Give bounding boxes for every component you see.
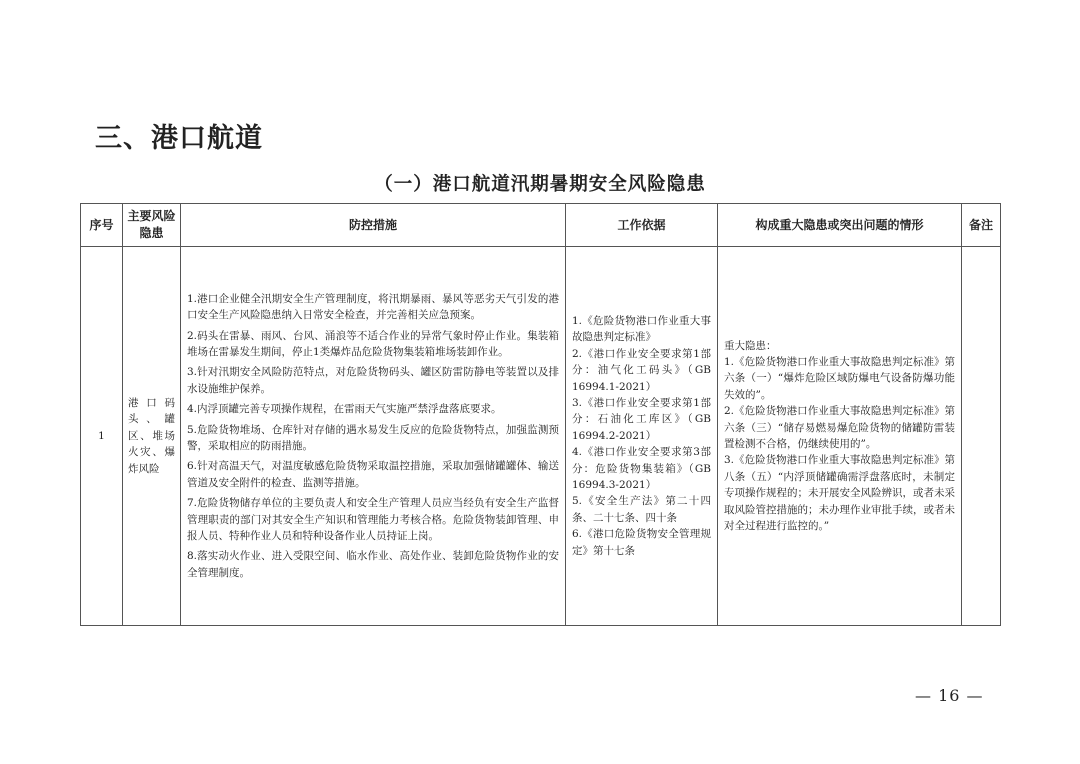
measure-item: 4.内浮顶罐完善专项操作规程，在雷雨天气实施严禁浮盘落底要求。 (187, 403, 502, 416)
hazard-item: 重大隐患： (724, 339, 777, 352)
header-no: 序号 (81, 204, 123, 247)
measure-item: 8.落实动火作业、进入受限空间、临水作业、高处作业、装卸危险货物作业的安全管理制度。 (187, 550, 559, 579)
header-basis: 工作依据 (566, 204, 718, 247)
cell-risk: 港口码头、罐区、堆场火灾、爆炸风险 (123, 247, 181, 626)
header-measures: 防控措施 (181, 204, 566, 247)
hazard-item: 3.《危险货物港口作业重大事故隐患判定标准》第八条（五）“内浮顶储罐确需浮盘落底时，未制定专项操作规程的；未开展安全风险辨识，或者未采取风险管控措施的；未办理作业审批手续，或者未对全过程进行监控的。” (724, 454, 955, 533)
basis-item: 2.《港口作业安全要求第1部分：油气化工码头》（GB 16994.1-2021） (572, 347, 711, 393)
measure-item: 5.危险货物堆场、仓库针对存储的遇水易发生反应的危险货物特点，加强监测预警，采取相应的防雨措施。 (187, 423, 559, 452)
page-number: — 16 — (915, 686, 984, 705)
basis-item: 4.《港口作业安全要求第3部分：危险货物集装箱》（GB 16994.3-2021） (572, 446, 711, 492)
hazard-item: 1.《危险货物港口作业重大事故隐患判定标准》第六条（一）“爆炸危险区域防爆电气设备防爆功能失效的”。 (724, 355, 955, 401)
table-row (81, 247, 1001, 626)
table-header-row (81, 204, 1001, 247)
table-title: （一）港口航道汛期暑期安全风险隐患 (374, 174, 706, 195)
cell-basis (566, 247, 718, 626)
header-risk: 主要风险隐患 (123, 204, 181, 247)
measure-item: 2.码头在雷暴、雨风、台风、涌浪等不适合作业的异常气象时停止作业。集装箱堆场在雷暴发生期间，停止1类爆炸品危险货物集装箱堆场装卸作业。 (187, 329, 559, 358)
basis-item: 1.《危险货物港口作业重大事故隐患判定标准》 (572, 314, 711, 344)
cell-no: 1 (81, 247, 123, 626)
cell-hazard (718, 247, 962, 626)
measure-item: 1.港口企业健全汛期安全生产管理制度，将汛期暴雨、暴风等恶劣天气引发的港口安全生产风险隐患纳入日常安全检查，并完善相关应急预案。 (187, 292, 559, 322)
hazard-item: 2.《危险货物港口作业重大事故隐患判定标准》第六条（三）“储存易燃易爆危险货物的储罐防雷装置检测不合格，仍继续使用的”。 (724, 405, 955, 450)
basis-item: 3.《港口作业安全要求第1部分：石油化工库区》（GB 16994.2-2021） (572, 396, 711, 442)
measure-item: 3.针对汛期安全风险防范特点，对危险货物码头、罐区防雷防静电等装置以及排水设施维护保养。 (187, 366, 559, 395)
section-heading: 三、港口航道 (95, 123, 263, 154)
basis-item: 6.《港口危险货物安全管理规定》第十七条 (572, 528, 711, 557)
measure-item: 6.针对高温天气，对温度敏感危险货物采取温控措施，采取加强储罐罐体、输送管道及安全附件的检查、监测等措施。 (187, 460, 559, 489)
cell-measures (181, 247, 566, 626)
header-hazard: 构成重大隐患或突出问题的情形 (718, 204, 962, 247)
basis-item: 5.《安全生产法》第二十四条、二十七条、四十条 (572, 495, 711, 524)
cell-remark (962, 247, 1001, 626)
header-remark: 备注 (962, 204, 1001, 247)
measure-item: 7.危险货物储存单位的主要负责人和安全生产管理人员应当经负有安全生产监督管理职责的部门对其安全生产知识和管理能力考核合格。危险货物装卸管理、申报人员、特种作业人员和特种设备作业人员持证上岗。 (187, 497, 559, 543)
risk-table (80, 203, 1001, 626)
